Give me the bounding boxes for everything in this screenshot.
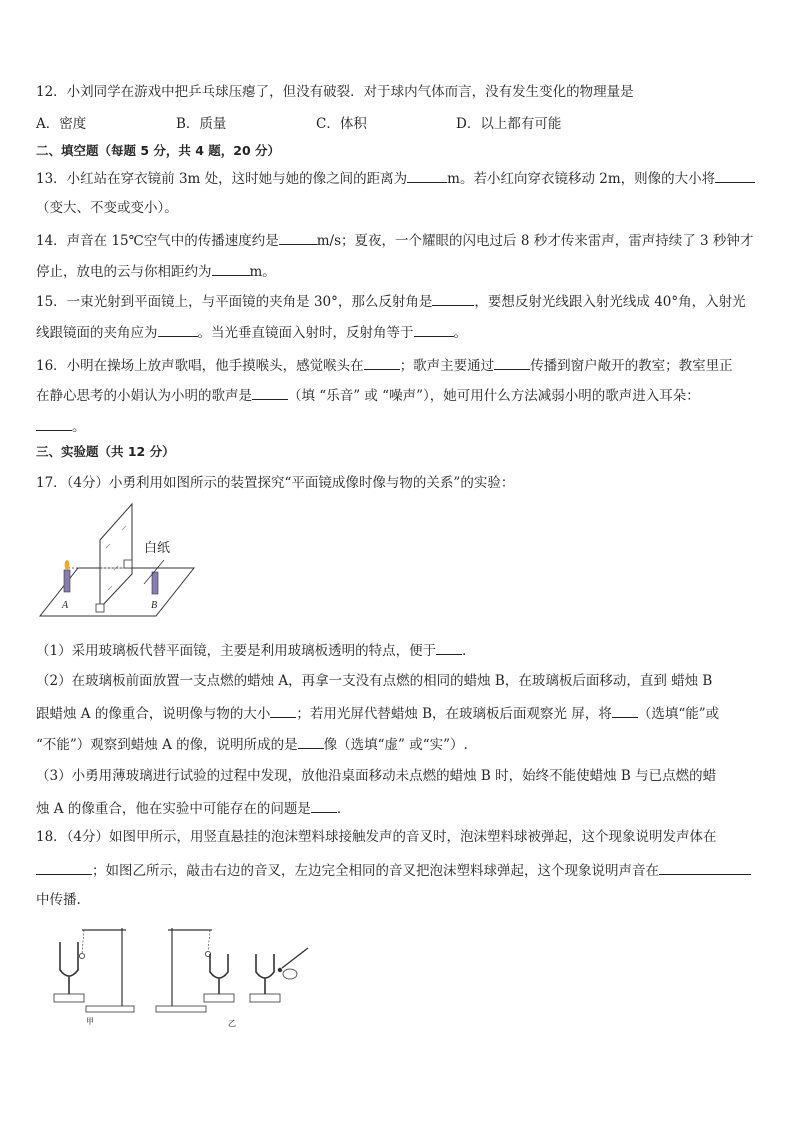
mallet-icon (282, 948, 308, 968)
q15-blank-3[interactable] (414, 322, 454, 337)
q16-text-c: 传播到窗户敞开的教室；教室里正 (530, 358, 733, 374)
section3-heading: 三、实验题（共 12 分） (36, 444, 175, 459)
q14-text-c: 停止，放电的云与你相距约为 (36, 264, 212, 280)
q16-text-d: 在静心思考的小娟认为小明的歌声是 (36, 388, 252, 404)
q12-option-c: C．体积 (316, 116, 367, 132)
q14-text-b: m/s；夏夜，一个耀眼的闪电过后 8 秒才传来雷声，雷声持续了 3 秒钟才 (316, 233, 754, 249)
q18-blank-2[interactable] (659, 860, 751, 875)
q17-text-1b: ． (462, 643, 476, 659)
q15-text-b: ，要想反射光线跟入射光线成 40°角，入射光 (474, 294, 746, 310)
q15-blank-1[interactable] (432, 291, 474, 306)
q15-text-d: 。当光垂直镜面入射时，反射角等于 (197, 325, 414, 341)
q17-blank-4[interactable] (298, 734, 324, 749)
q16-blank-1[interactable] (364, 355, 400, 370)
q13-line2: （变大、不变或变小）。 (36, 200, 178, 216)
q17-text-2e: 像（选填“虚” 或“实”）. (323, 737, 468, 753)
q14-line1 (36, 230, 753, 250)
q12-option-d: D．以上都有可能 (456, 116, 562, 132)
q15-text-a: 15．一束光射到平面镜上，与平面镜的夹角是 30°，那么反射角是 (36, 294, 433, 310)
paper-label: 白纸 (144, 540, 171, 555)
q17-part2-line3 (36, 734, 468, 754)
q16-line2 (36, 385, 700, 405)
glass-plate (100, 504, 132, 608)
tuning-fork-figure (46, 920, 316, 1030)
q12-option-b: B．质量 (176, 116, 227, 132)
q15-text-e: 。 (453, 325, 467, 341)
q18-line3: 中传播. (36, 892, 81, 908)
glass-plate-experiment-figure (38, 500, 198, 622)
q16-blank-4[interactable] (36, 416, 72, 431)
q17-stem: 17．（4分）小勇利用如图所示的装置探究“平面镜成像时像与物的关系”的实验： (36, 475, 515, 491)
q17-blank-3[interactable] (612, 703, 638, 718)
q16-blank-2[interactable] (494, 355, 530, 370)
q13-text-a: 13．小红站在穿衣镜前 3m 处，这时她与她的像之间的距离为 (36, 171, 408, 187)
q18-line2 (36, 860, 751, 880)
q16-line3 (36, 416, 86, 436)
q17-text-2b: ；若用光屏代替蜡烛 B，在玻璃板后面观察光 屏，将 (296, 706, 612, 722)
q16-text-a: 16．小明在操场上放声歌唱，他手摸喉头，感觉喉头在 (36, 358, 364, 374)
stand-base-jia (86, 1006, 134, 1012)
q13-line1 (36, 168, 755, 188)
q14-line2 (36, 261, 276, 281)
tuning-fork-yi-left-icon (210, 954, 228, 994)
foam-ball-jia-icon (79, 953, 84, 958)
q14-blank-2[interactable] (212, 261, 250, 276)
q17-part2-line1: （2）在玻璃板前面放置一支点燃的蜡烛 A，再拿一支没有点燃的相同的蜡烛 B，在玻璃板后面移动，直到 蜡烛 B (36, 673, 713, 689)
q17-text-3a: 烛 A 的像重合，他在实验中可能存在的问题是 (36, 801, 311, 817)
candle-b (152, 572, 158, 594)
figure-yi (156, 928, 308, 1028)
q17-part3-line2 (36, 798, 350, 818)
q17-text-1a: （1）采用玻璃板代替平面镜，主要是利用玻璃板透明的特点，便于 (36, 643, 437, 659)
q12-option-a: A．密度 (36, 116, 87, 132)
q17-part2-line2 (36, 703, 719, 723)
plate-holder-back (124, 560, 132, 568)
q13-text-b: m。若小红向穿衣镜移动 2m，则像的大小将 (447, 171, 716, 187)
q14-text-d: m。 (249, 264, 276, 280)
q18-line1: 18．（4分）如图甲所示，用竖直悬挂的泡沫塑料球接触发声的音叉时，泡沫塑料球被弹起，这个现象说明发声体在 (36, 829, 717, 845)
plate-holder-front (96, 604, 104, 612)
q15-text-c: 线跟镜面的夹角应为 (36, 325, 158, 341)
q17-blank-1[interactable] (436, 640, 462, 655)
q16-text-b: ；歌声主要通过 (399, 358, 495, 374)
figure-jia (54, 928, 134, 1026)
q16-text-f: 。 (72, 419, 86, 435)
q13-blank-1[interactable] (407, 168, 447, 183)
fork-base-yi-right (250, 994, 280, 1002)
candle-a-label: A (62, 600, 69, 611)
candle-b-label: B (151, 600, 158, 611)
q17-text-3b: ． (336, 801, 351, 817)
q17-blank-5[interactable] (311, 798, 337, 813)
candle-flame-icon (65, 560, 70, 570)
fork-base-jia (54, 994, 84, 1002)
tuning-fork-jia-icon (60, 942, 78, 994)
candle-a (64, 570, 70, 592)
hand-icon (283, 969, 297, 979)
q17-part1 (36, 640, 476, 660)
q14-text-a: 14．声音在 15℃空气中的传播速度约是 (36, 233, 279, 249)
q15-line1 (36, 291, 746, 311)
figure-jia-label: 甲 (86, 1017, 94, 1026)
q14-blank-1[interactable] (279, 230, 317, 245)
stand-base-yi (156, 1006, 206, 1012)
q16-blank-3[interactable] (252, 385, 288, 400)
fork-base-yi-left (204, 994, 234, 1002)
q15-blank-2[interactable] (158, 322, 198, 337)
q17-part3-line1: （3）小勇用薄玻璃进行试验的过程中发现，放他沿桌面移动未点燃的蜡烛 B 时，始终不能使蜡烛 B 与已点燃的蜡 (36, 768, 717, 784)
tuning-fork-yi-right-icon (256, 954, 274, 994)
q15-line2 (36, 322, 467, 342)
q16-text-e: （填 “乐音” 或 “噪声”），她可用什么方法减弱小明的歌声进入耳朵： (288, 388, 700, 404)
q13-blank-2[interactable] (715, 168, 755, 183)
section2-heading: 二、填空题（每题 5 分，共 4 题，20 分） (36, 143, 281, 158)
q17-blank-2[interactable] (270, 703, 296, 718)
q16-line1 (36, 355, 733, 375)
q18-blank-1[interactable] (36, 860, 92, 875)
q17-text-2d: “不能”）观察到蜡烛 A 的像，说明所成的是 (36, 737, 298, 753)
q17-text-2a: 跟蜡烛 A 的像重合，说明像与物的大小 (36, 706, 271, 722)
q18-text-a: ；如图乙所示，敲击右边的音叉，左边完全相同的音叉把泡沫塑料球弹起，这个现象说明声音在 (92, 863, 659, 879)
figure-yi-label: 乙 (228, 1019, 236, 1028)
q12-stem: 12．小刘同学在游戏中把乒乓球压瘪了，但没有破裂．对于球内气体而言，没有发生变化的物理量是 (36, 84, 634, 100)
q17-text-2c: （选填“能”或 (637, 706, 720, 722)
mallet-head-icon (278, 968, 282, 972)
